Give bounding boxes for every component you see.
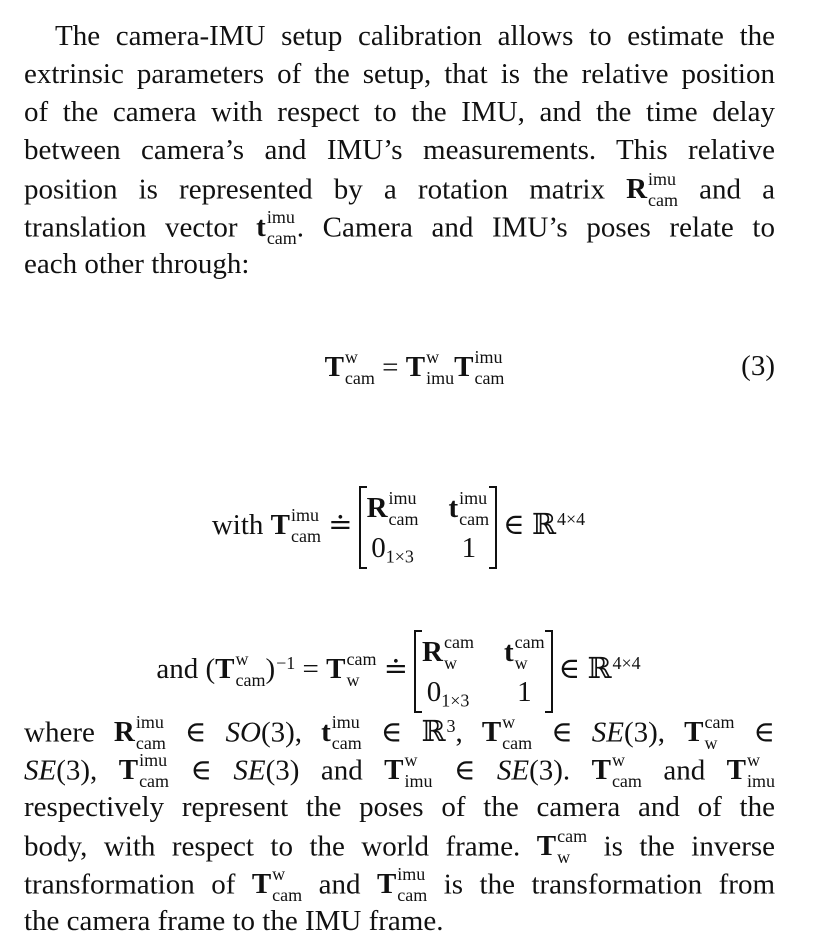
text-run: 1 [517, 675, 532, 708]
math-symbol [532, 509, 585, 541]
text-run: ∈ [503, 509, 532, 542]
math-symbol [326, 648, 377, 690]
symbol-base: T [481, 716, 502, 749]
symbol-base: ℝ [421, 716, 446, 749]
math-symbol [251, 864, 303, 905]
math-symbol [427, 676, 470, 708]
symbol-base: T [384, 754, 404, 787]
text-line [24, 750, 776, 791]
scripts [347, 649, 377, 691]
superscript: cam [444, 632, 474, 652]
matrix [359, 486, 498, 569]
symbol-base: T [536, 830, 557, 863]
scripts [747, 750, 775, 792]
intro-paragraph [24, 17, 775, 283]
text-run: transformation of [24, 868, 252, 901]
superscript: 4×4 [612, 653, 641, 674]
subscript: 1×3 [441, 689, 470, 710]
text-line [24, 207, 775, 248]
superscript: w [404, 750, 418, 770]
equation-3 [0, 347, 829, 389]
superscript: w [344, 347, 358, 367]
superscript: imu [459, 488, 488, 508]
superscript: imu [388, 488, 417, 508]
superscript: imu [291, 504, 320, 525]
symbol-base: T [326, 653, 346, 686]
matrix-cell [504, 632, 545, 674]
math-symbol [324, 347, 375, 388]
math-symbol [726, 750, 776, 791]
math-symbol [448, 488, 490, 529]
text-line [24, 245, 775, 283]
matrix-cell [422, 632, 474, 674]
scripts [426, 347, 454, 389]
math-symbol [371, 532, 414, 564]
text-run: and [641, 754, 727, 787]
text-run: (3). [529, 754, 592, 787]
subscript: cam [235, 669, 266, 690]
symbol-base: 0 [371, 531, 386, 564]
text-run: where [24, 716, 114, 749]
text-run: each other through: [24, 248, 250, 280]
text-line [24, 55, 775, 93]
math-symbol [113, 712, 166, 753]
subscript: imu [404, 770, 433, 791]
text-run: ∈ [432, 754, 497, 787]
subscript: cam [611, 770, 642, 791]
symbol-base: T [454, 351, 474, 384]
subscript: w [346, 669, 360, 690]
math-symbol [215, 648, 266, 690]
subscript: w [444, 652, 457, 673]
italic-symbol: SE [233, 754, 266, 787]
math-symbol [256, 207, 297, 248]
subscript: cam [291, 525, 321, 546]
scripts [474, 347, 504, 389]
math-symbol [384, 750, 433, 791]
italic-symbol: SE [24, 754, 57, 787]
matrix-cell [367, 530, 419, 567]
matrix [414, 630, 553, 713]
subscript: imu [426, 367, 455, 388]
scripts [444, 632, 474, 674]
symbol-base: T [405, 351, 426, 384]
math-symbol [118, 750, 170, 791]
scripts [459, 488, 489, 530]
symbol-base: T [376, 868, 397, 901]
text-line [24, 712, 776, 753]
scripts [612, 750, 642, 792]
scripts [704, 712, 734, 754]
scripts [389, 488, 419, 530]
subscript: cam [459, 508, 490, 529]
text-run: The camera-IMU setup calibration allows to estimate the [55, 20, 775, 52]
text-run: with [211, 509, 271, 542]
superscript: cam [704, 712, 735, 732]
scripts [139, 750, 169, 792]
italic-symbol: SE [591, 716, 624, 749]
text-line [24, 902, 775, 940]
symbol-base: T [270, 509, 291, 542]
superscript: imu [139, 750, 168, 770]
superscript: cam [346, 648, 377, 669]
text-run: and a [678, 173, 776, 206]
math-symbol [422, 632, 474, 673]
text-run: ∈ [165, 716, 226, 749]
math-symbol [591, 750, 642, 791]
matrix-cell [367, 488, 419, 530]
text-line [24, 169, 776, 210]
subscript: cam [397, 884, 428, 905]
superscript: −1 [276, 653, 296, 674]
scripts [405, 750, 433, 792]
math-symbol [366, 488, 419, 529]
text-run: respectively represent the poses of the camera and of the [24, 791, 775, 823]
subscript: cam [344, 367, 375, 388]
text-run: position is represented by a rotation matrix [24, 173, 627, 206]
superscript: w [426, 347, 440, 367]
text-run: = [374, 351, 406, 384]
superscript: 4×4 [556, 509, 586, 530]
symbol-base: R [422, 636, 443, 669]
italic-symbol: SO [225, 716, 261, 749]
symbol-base: R [113, 716, 135, 749]
superscript: cam [514, 632, 545, 652]
scripts [397, 864, 427, 906]
text-run: ∈ [558, 653, 588, 686]
math-symbol [684, 712, 735, 753]
text-run: (3) and [265, 754, 385, 787]
math-symbol [270, 504, 321, 546]
subscript: cam [272, 884, 303, 905]
subscript: cam [648, 189, 679, 210]
math-symbol [503, 632, 545, 673]
superscript: imu [474, 347, 503, 367]
text-line [24, 93, 775, 131]
math-symbol [265, 653, 295, 685]
superscript: imu [331, 712, 360, 732]
math-symbol [405, 347, 455, 388]
scripts [272, 864, 302, 906]
text-run: ∈ [532, 716, 592, 749]
symbol-base: ℝ [587, 653, 612, 686]
symbol-base: T [726, 754, 746, 787]
superscript: imu [648, 169, 677, 189]
text-line [24, 17, 775, 55]
symbol-base: ) [265, 653, 276, 686]
matrix-cell [449, 488, 490, 530]
subscript: imu [747, 770, 776, 791]
text-line [24, 826, 776, 867]
superscript: 3 [446, 716, 456, 737]
symbol-base: t [256, 211, 266, 244]
symbol-base: T [591, 754, 611, 787]
superscript: cam [557, 826, 588, 846]
scripts [235, 649, 265, 691]
text-run: extrinsic parameters of the setup, that is the relative position [24, 58, 775, 90]
scripts [345, 347, 375, 389]
italic-symbol: SE [496, 754, 530, 787]
text-run: the camera frame to the IMU frame. [24, 905, 444, 937]
text-run: is the inverse [587, 830, 776, 863]
symbol-base: T [118, 754, 139, 787]
text-run: (3), [260, 716, 322, 749]
symbol-base: R [626, 173, 648, 206]
math-symbol [536, 826, 588, 867]
scripts [291, 505, 321, 547]
subscript: cam [139, 770, 170, 791]
subscript: cam [474, 367, 505, 388]
scripts [515, 632, 545, 674]
scripts [332, 712, 362, 754]
superscript: imu [397, 864, 426, 884]
subscript: cam [266, 227, 297, 248]
text-run: is the transformation from [427, 868, 776, 901]
text-run: 1 [461, 531, 477, 564]
scripts [648, 169, 678, 211]
text-run: translation vector [24, 211, 257, 244]
text-run: ≐ [376, 653, 409, 686]
math-symbol [481, 712, 533, 753]
symbol-base: ℝ [531, 509, 556, 542]
text-run: (3), [623, 716, 685, 749]
symbol-base: t [321, 716, 331, 749]
text-run: ∈ [169, 754, 234, 787]
text-run: of the camera with respect to the IMU, and the time delay [24, 96, 775, 128]
symbol-base: 0 [426, 675, 442, 708]
scripts [557, 826, 587, 868]
text-line [24, 864, 776, 905]
text-run: between camera’s and IMU’s measurements. This relative [24, 134, 775, 166]
superscript: imu [135, 712, 164, 732]
text-run: . Camera and IMU’s poses relate to [296, 211, 775, 244]
symbol-base: T [215, 653, 235, 686]
text-run: and [302, 868, 377, 901]
subscript: cam [331, 732, 362, 753]
equation-transform-definition [0, 486, 813, 569]
text-line [24, 788, 775, 826]
text-run: , [455, 716, 482, 749]
math-symbol [321, 712, 362, 753]
definitions-paragraph [24, 712, 775, 940]
matrix-cell [422, 674, 474, 711]
text-run: body, with respect to the world frame. [24, 830, 537, 863]
symbol-base: T [324, 351, 344, 384]
superscript: w [235, 648, 249, 669]
equation-inverse-transform [0, 630, 813, 713]
symbol-base: R [366, 492, 388, 525]
superscript: w [272, 864, 286, 884]
superscript: w [611, 750, 625, 770]
subscript: cam [502, 732, 533, 753]
matrix-cell [504, 674, 545, 711]
superscript: imu [266, 207, 295, 227]
subscript: w [557, 846, 571, 867]
symbol-base: T [251, 868, 272, 901]
subscript: w [514, 652, 528, 673]
symbol-base: T [684, 716, 704, 749]
text-run: = [295, 653, 327, 686]
symbol-base: t [448, 492, 459, 525]
scripts [267, 207, 297, 249]
text-run: ∈ [361, 716, 422, 749]
subscript: 1×3 [385, 545, 414, 566]
text-run: and ( [156, 653, 216, 686]
subscript: w [704, 732, 718, 753]
math-symbol [376, 864, 428, 905]
scripts [502, 712, 532, 754]
math-symbol [421, 716, 455, 748]
scripts [136, 712, 166, 754]
matrix-cell [449, 530, 490, 567]
symbol-base: t [503, 636, 514, 669]
math-symbol [454, 347, 505, 388]
subscript: cam [388, 508, 419, 529]
math-symbol [587, 653, 640, 685]
equation-number: (3) [741, 350, 775, 382]
text-run: ∈ [734, 716, 776, 749]
subscript: cam [135, 732, 166, 753]
text-run: ≐ [321, 509, 353, 542]
superscript: w [747, 750, 760, 770]
text-line [24, 131, 775, 169]
math-symbol [626, 169, 679, 210]
text-run: (3), [56, 754, 119, 787]
superscript: w [502, 712, 516, 732]
